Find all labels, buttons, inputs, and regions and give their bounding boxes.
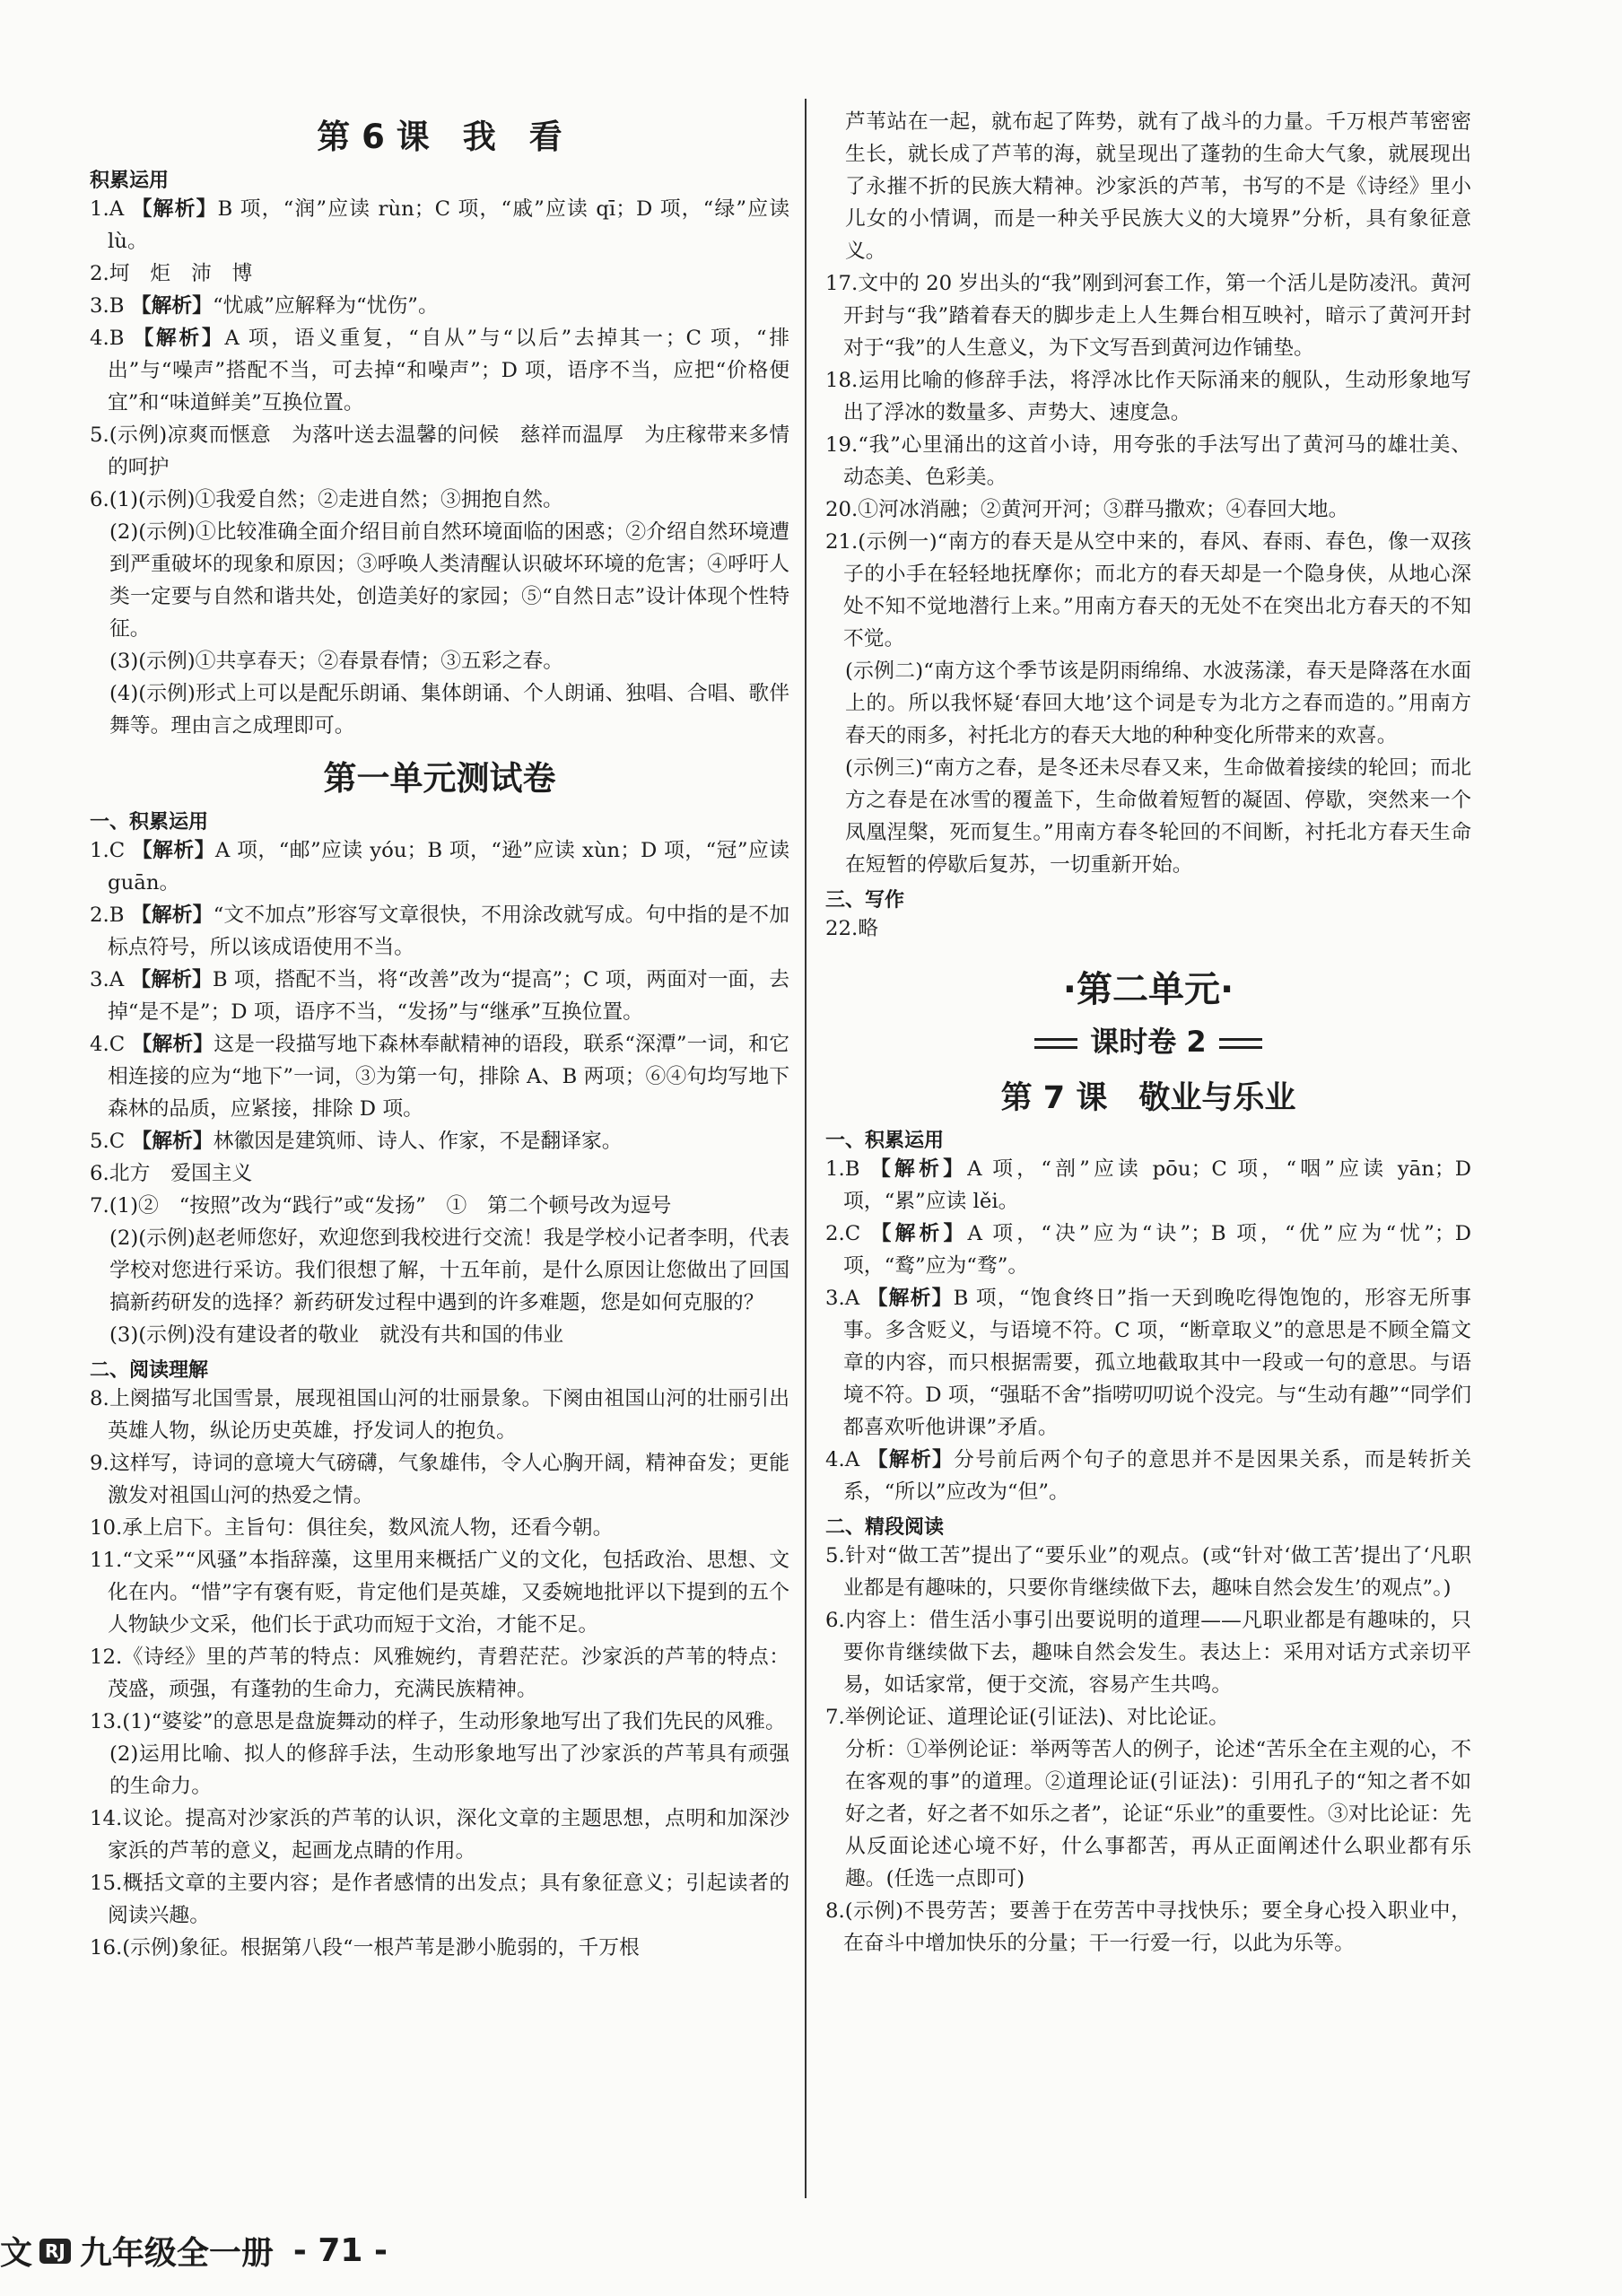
answer-text: B 项，“饱食终日”指一天到晚吃得饱饱的，形容无所事事。多含贬义，与语境不符。C 项，“断章取义”的意思是不顾全篇文章的内容，而只根据需要，孤立地截取其中一段或一句的意思。与语境不符。D 项，“强聒不舍”指唠叨叨说个没完。与“生动有趣”“同学们都喜欢听他讲课”矛盾。 — [843, 1287, 1472, 1439]
lesson6-items — [90, 193, 789, 516]
answer-item — [825, 1218, 1471, 1282]
answer-text: 针对“做工苦”提出了“要乐业”的观点。(或“针对‘做工苦’提出了‘凡职业都是有趣味的，只要你肯继续做下去，趣味自然会发生’的观点”。) — [843, 1544, 1471, 1600]
answer-item — [90, 1544, 789, 1641]
answer-text: (示例)凉爽而惬意 为落叶送去温馨的问候 慈祥而温厚 为庄稼带来多情的呵护 — [108, 423, 789, 479]
answer-item — [825, 493, 1471, 526]
answer-number: 21. — [825, 530, 859, 554]
unit-test-subitems-b — [90, 1738, 789, 1803]
answer-subitem: (2)(示例)赵老师您好，欢迎您到我校进行交流！我是学校小记者李明，代表学校对您进行采访。我们很想了解，十五年前，是什么原因让您做出了回国搞新药研发的选择？新药研发过程中遇到的许多难题，您是如何克服的？ — [109, 1227, 789, 1314]
unit-test-title: 第一单元测试卷 — [323, 759, 556, 798]
answer-text: (1)② “按照”改为“践行”或“发扬” ① 第二个顿号改为逗号 — [109, 1194, 672, 1218]
answer-number: 5. — [825, 1544, 845, 1567]
answer-number: 15. — [90, 1872, 123, 1895]
answer-text: 举例论证、道理论证(引证法)、对比论证。 — [844, 1706, 1229, 1729]
answer-text: (示例一)“南方的春天是从空中来的，春风、春雨、春色，像一双孩子的小手在轻轻地抚摩你；而北方的春天却是一个隐身侠，从地心深处不知不觉地潜行上来。”用南方春天的无处不在突出北方春天的不知不觉。 — [843, 530, 1471, 650]
answer-text: 这是一段描写地下森林奉献精神的语段，联系“深潭”一词，和它相连接的应为“地下”一词，③为第一句，排除 A、B 两项；⑥④句均写地下森林的品质，应紧接，排除 D 项。 — [108, 1033, 790, 1121]
answer-subitem: (3)(示例)没有建设者的敬业 就没有共和国的伟业 — [109, 1323, 564, 1347]
unit-two-title: ·第二单元· — [1062, 969, 1234, 1010]
unit-test-section-2: 二、阅读理解 — [90, 1359, 209, 1382]
answer-item — [90, 1641, 789, 1706]
answer-item — [90, 834, 789, 899]
answer-text: “忧戚”应解释为“忧伤”。 — [212, 294, 439, 318]
analysis-tag: 【解析】 — [130, 904, 214, 927]
answer-subitem: (示例三)“南方之春，是冬还未尽春又来，生命做着接续的轮回；而北方之春是在冰雪的覆盖下，生命做着短暂的凝固、停歇，突然来一个凤凰涅槃，死而复生。”用南方春冬轮回的不间断，衬托北方春天生命在短暂的停歇后复苏，一切重新开始。 — [845, 756, 1471, 877]
answer-number: 13. — [90, 1710, 123, 1733]
analysis-tag: 【解析】 — [131, 839, 215, 862]
answer-text: ①河冰消融；②黄河开河；③群马撒欢；④春回大地。 — [858, 498, 1349, 521]
lesson6-subitems — [90, 516, 789, 742]
answer-item — [90, 1028, 789, 1125]
answer-text: (示例)象征。根据第八段“一根芦苇是渺小脆弱的，千万根 — [122, 1936, 640, 1960]
answer-number: 10. — [90, 1516, 123, 1540]
answer-text: 运用比喻的修辞手法，将浮冰比作天际涌来的舰队，生动形象地写出了浮冰的数量多、声势大、速度急。 — [843, 369, 1471, 424]
answer-text: (1)“婆娑”的意思是盘旋舞动的样子，生动形象地写出了我们先民的风雅。 — [122, 1710, 786, 1733]
answer-number: 12. — [90, 1646, 123, 1669]
paper-title-text: 课时卷 2 — [1090, 1025, 1207, 1059]
answer-item — [90, 1706, 789, 1738]
unit-test-subitems-a — [90, 1222, 789, 1351]
answer-item — [90, 419, 789, 484]
answer-number: 7. — [90, 1194, 109, 1218]
answer-subitem: (2)(示例)①比较准确全面介绍目前自然环境面临的困惑；②介绍自然环境遭到严重破坏的现象和原因；③呼唤人类清醒认识破坏环境的危害；④呼吁人类一定要与自然和谐共处，创造美好的家园；⑤“自然日志”设计体现个性特征。 — [109, 520, 789, 641]
answer-subitem: (3)(示例)①共享春天；②春景春情；③五彩之春。 — [109, 650, 564, 673]
continued-paragraph: 芦苇站在一起，就布起了阵势，就有了战斗的力量。千万根芦苇密密生长，就长成了芦苇的海，就呈现出了蓬勃的生命大气象，就展现出了永摧不折的民族大精神。沙家浜的芦苇，书写的不是《诗经》里小儿女的小情调，而是一种关乎民族大义的大境界”分析，具有象征意义。 — [845, 110, 1471, 263]
answer-text: 林徽因是建筑师、诗人、作家，不是翻译家。 — [213, 1130, 623, 1153]
right-items-a — [825, 267, 1471, 655]
answer-text: 坷 炬 沛 博 — [109, 262, 253, 285]
answer-number: 3.A — [90, 968, 125, 991]
answer-number: 1.C — [90, 839, 126, 862]
answer-item — [825, 1540, 1471, 1604]
page-footer — [0, 2228, 388, 2274]
answer-number: 7. — [825, 1706, 845, 1729]
lesson6-subheading: 积累运用 — [90, 170, 170, 192]
answer-item — [90, 193, 789, 258]
answer-text: “我”心里涌出的这首小诗，用夸张的手法写出了黄河马的雄壮美、动态美、色彩美。 — [843, 433, 1471, 489]
answer-text: (示例)不畏劳苦；要善于在劳苦中寻找快乐；要全身心投入职业中，在奋斗中增加快乐的分量；干一行爱一行，以此为乐等。 — [843, 1899, 1471, 1955]
answer-item — [90, 964, 789, 1028]
answer-text: B 项，“润”应读 rùn；C 项，“戚”应读 qī；D 项，“绿”应读 lù。 — [108, 197, 790, 253]
analysis-tag: 【解析】 — [133, 327, 225, 350]
answer-number: 4.C — [90, 1033, 126, 1056]
answer-number: 3.A — [825, 1287, 860, 1310]
answer-item — [825, 429, 1471, 493]
answer-item — [90, 1447, 789, 1512]
answer-number: 16. — [90, 1936, 123, 1960]
answer-text: 分号前后两个句子的意思并不是因果关系，而是转折关系，“所以”应改为“但”。 — [843, 1448, 1472, 1504]
answer-item — [90, 1932, 789, 1964]
answer-subitem: (2)运用比喻、拟人的修辞手法，生动形象地写出了沙家浜的芦苇具有顽强的生命力。 — [109, 1742, 789, 1798]
lesson7-items-b — [825, 1540, 1471, 1733]
lesson7-items-c — [825, 1895, 1471, 1960]
unit-test-section-1: 一、积累运用 — [90, 811, 209, 834]
answer-number: 3.B — [90, 294, 125, 318]
answer-text: 议论。提高对沙家浜的芦苇的认识，深化文章的主题思想，点明和加深沙家浜的芦苇的意义，起画龙点睛的作用。 — [108, 1807, 789, 1863]
answer-number: 1.A — [90, 197, 125, 221]
answer-text: 上阕描写北国雪景，展现祖国山河的壮丽景象。下阕由祖国山河的壮丽引出英雄人物，纵论历史英雄，抒发词人的抱负。 — [108, 1387, 789, 1443]
answer-text: 内容上：借生活小事引出要说明的道理——凡职业都是有趣味的，只要你肯继续做下去，趣味自然会发生。表达上：采用对话方式亲切平易，如话家常，便于交流，容易产生共鸣。 — [843, 1609, 1471, 1697]
answer-item — [90, 1867, 789, 1932]
unit-test-items-a — [90, 834, 789, 1222]
lesson7-subitems-b — [825, 1733, 1471, 1895]
answer-item — [825, 1153, 1471, 1218]
answer-item — [90, 899, 789, 964]
answer-number: 4.B — [90, 327, 125, 350]
analysis-tag: 【解析】 — [130, 294, 213, 318]
answer-item — [825, 364, 1471, 429]
answer-number: 2.B — [90, 904, 125, 927]
unit-test-items-c — [90, 1803, 789, 1964]
answer-text: A 项，“剖”应读 pōu；C 项，“咽”应读 yān；D 项，“累”应读 lěi。 — [843, 1157, 1472, 1213]
right-subitems-a — [825, 655, 1471, 881]
analysis-tag: 【解析】 — [131, 197, 218, 221]
lesson7-section-1: 一、积累运用 — [825, 1130, 945, 1152]
answer-item — [90, 290, 789, 322]
lesson6-title: 第 6 课 我 看 — [317, 118, 562, 156]
answer-item — [825, 1604, 1471, 1701]
analysis-tag: 【解析】 — [130, 968, 213, 991]
analysis-tag: 【解析】 — [870, 1222, 968, 1245]
answer-text: B 项，搭配不当，将“改善”改为“提高”；C 项，两面对一面，去掉“是不是”；D 项，语序不当，“发扬”与“继承”互换位置。 — [108, 968, 790, 1024]
answer-item — [825, 267, 1471, 364]
answer-number: 5. — [90, 423, 109, 447]
page-number: - 71 - — [292, 2232, 388, 2269]
answer-number: 6. — [825, 1609, 845, 1632]
answer-text: A 项，“决”应为“诀”；B 项，“优”应为“忧”；D 项，“鹜”应为“骛”。 — [843, 1222, 1471, 1278]
answer-number: 8. — [825, 1899, 845, 1923]
answer-text: 《诗经》里的芦苇的特点：风雅婉约，青碧茫茫。沙家浜的芦苇的特点：茂盛，顽强，有蓬勃的生命力，充满民族精神。 — [108, 1646, 789, 1701]
lesson7-items-a — [825, 1153, 1471, 1508]
answer-number: 9. — [90, 1452, 109, 1475]
answer-item — [90, 322, 789, 419]
unit-test-items-b — [90, 1383, 789, 1738]
answer-number: 2.C — [825, 1222, 861, 1245]
answer-number: 6. — [90, 488, 109, 511]
answer-number: 1.B — [825, 1157, 860, 1181]
analysis-tag: 【解析】 — [131, 1130, 214, 1153]
answer-text: 概括文章的主要内容；是作者感情的出发点；具有象征意义；引起读者的阅读兴趣。 — [108, 1872, 789, 1927]
paper-title — [825, 1019, 1471, 1061]
footer-edition-badge: RJ — [39, 2239, 71, 2264]
right-column — [825, 106, 1471, 1960]
answer-number: 8. — [90, 1387, 109, 1410]
title-bar-left — [1034, 1038, 1077, 1049]
answer-item — [90, 1512, 789, 1544]
writing-section: 三、写作 — [825, 889, 905, 912]
answer-number: 5.C — [90, 1130, 126, 1153]
answer-text: “文采”“风骚”本指辞藻，这里用来概括广义的文化，包括政治、思想、文化在内。“惜”字有褒有贬，肯定他们是英雄，又委婉地批评以下提到的五个人物缺少文采，他们长于武功而短于文治，才能不足。 — [108, 1549, 789, 1637]
footer-subject: 文 — [0, 2235, 33, 2272]
analysis-tag: 【解析】 — [131, 1033, 214, 1056]
answer-item — [90, 1383, 789, 1447]
answer-item — [90, 1125, 789, 1157]
answer-number: 20. — [825, 498, 859, 521]
answer-text: 这样写，诗词的意境大气磅礴，气象雄伟，令人心胸开阔，精神奋发；更能激发对祖国山河的热爱之情。 — [108, 1452, 789, 1507]
answer-text: “文不加点”形容写文章很快，不用涂改就写成。句中指的是不加标点符号，所以该成语使用不当。 — [108, 904, 789, 959]
answer-text: 文中的 20 岁出头的“我”刚到河套工作，第一个活儿是防凌汛。黄河开封与“我”踏着春天的脚步走上人生舞台相互映衬，暗示了黄河开封对于“我”的人生意义，为下文写吾到黄河边作铺垫。 — [843, 272, 1471, 360]
analysis-tag: 【解析】 — [867, 1287, 954, 1310]
answer-number: 4.A — [825, 1448, 860, 1471]
answer-text: 承上启下。主旨句：俱往矣，数风流人物，还看今朝。 — [122, 1516, 614, 1540]
left-column — [90, 109, 789, 1964]
answer-item — [825, 1444, 1471, 1508]
answer-item — [90, 258, 789, 290]
answer-subitem: 分析：①举例论证：举两等苦人的例子，论述“苦乐全在主观的心，不在客观的事”的道理。②道理论证(引证法)：引用孔子的“知之者不如好之者，好之者不如乐之者”，论证“乐业”的重要性。③对比论证：先从反面论述心境不好，什么事都苦，再从正面阐述什么职业都有乐趣。(任选一点即可) — [845, 1738, 1471, 1890]
footer-grade: 九年级全一册 — [79, 2235, 274, 2272]
answer-item — [90, 1157, 789, 1190]
answer-number: 2. — [90, 262, 109, 285]
answer-subitem: (4)(示例)形式上可以是配乐朗诵、集体朗诵、个人朗诵、独唱、合唱、歌伴舞等。理由言之成理即可。 — [109, 682, 789, 738]
analysis-tag: 【解析】 — [867, 1448, 955, 1471]
answer-text: (1)(示例)①我爱自然；②走进自然；③拥抱自然。 — [109, 488, 563, 511]
answer-text: A 项，语义重复，“自从”与“以后”去掉其一；C 项，“排出”与“噪声”搭配不当，可去掉“和噪声”；D 项，语序不当，应把“价格便宜”和“味道鲜美”互换位置。 — [108, 327, 790, 415]
answer-subitem: (示例二)“南方这个季节该是阴雨绵绵、水波荡漾，春天是降落在水面上的。所以我怀疑‘春回大地’这个词是专为北方之春而造的。”用南方春天的雨多，衬托北方的春天大地的种种变化所带来的欢喜。 — [845, 659, 1471, 747]
answer-number: 18. — [825, 369, 859, 392]
answer-item — [825, 526, 1471, 655]
answer-number: 6. — [90, 1162, 109, 1185]
answer-number: 17. — [825, 272, 859, 295]
answer-text: A 项，“邮”应读 yóu；B 项，“逊”应读 xùn；D 项，“冠”应读 guān。 — [108, 839, 789, 895]
answer-item — [825, 1895, 1471, 1960]
answer-number: 14. — [90, 1807, 123, 1830]
answer-item — [90, 1190, 789, 1222]
answer-text: 北方 爱国主义 — [109, 1162, 253, 1185]
item-22: 22.略 — [825, 917, 879, 940]
column-divider — [805, 99, 807, 2198]
lesson7-title: 第 7 课 敬业与乐业 — [1000, 1080, 1296, 1116]
analysis-tag: 【解析】 — [870, 1157, 968, 1181]
lesson7-section-2: 二、精段阅读 — [825, 1516, 945, 1539]
answer-item — [90, 484, 789, 516]
answer-number: 11. — [90, 1549, 123, 1572]
answer-item — [90, 1803, 789, 1867]
answer-item — [825, 1282, 1471, 1444]
answer-number: 19. — [825, 433, 859, 457]
answer-item — [825, 1701, 1471, 1733]
title-bar-right — [1219, 1038, 1262, 1049]
